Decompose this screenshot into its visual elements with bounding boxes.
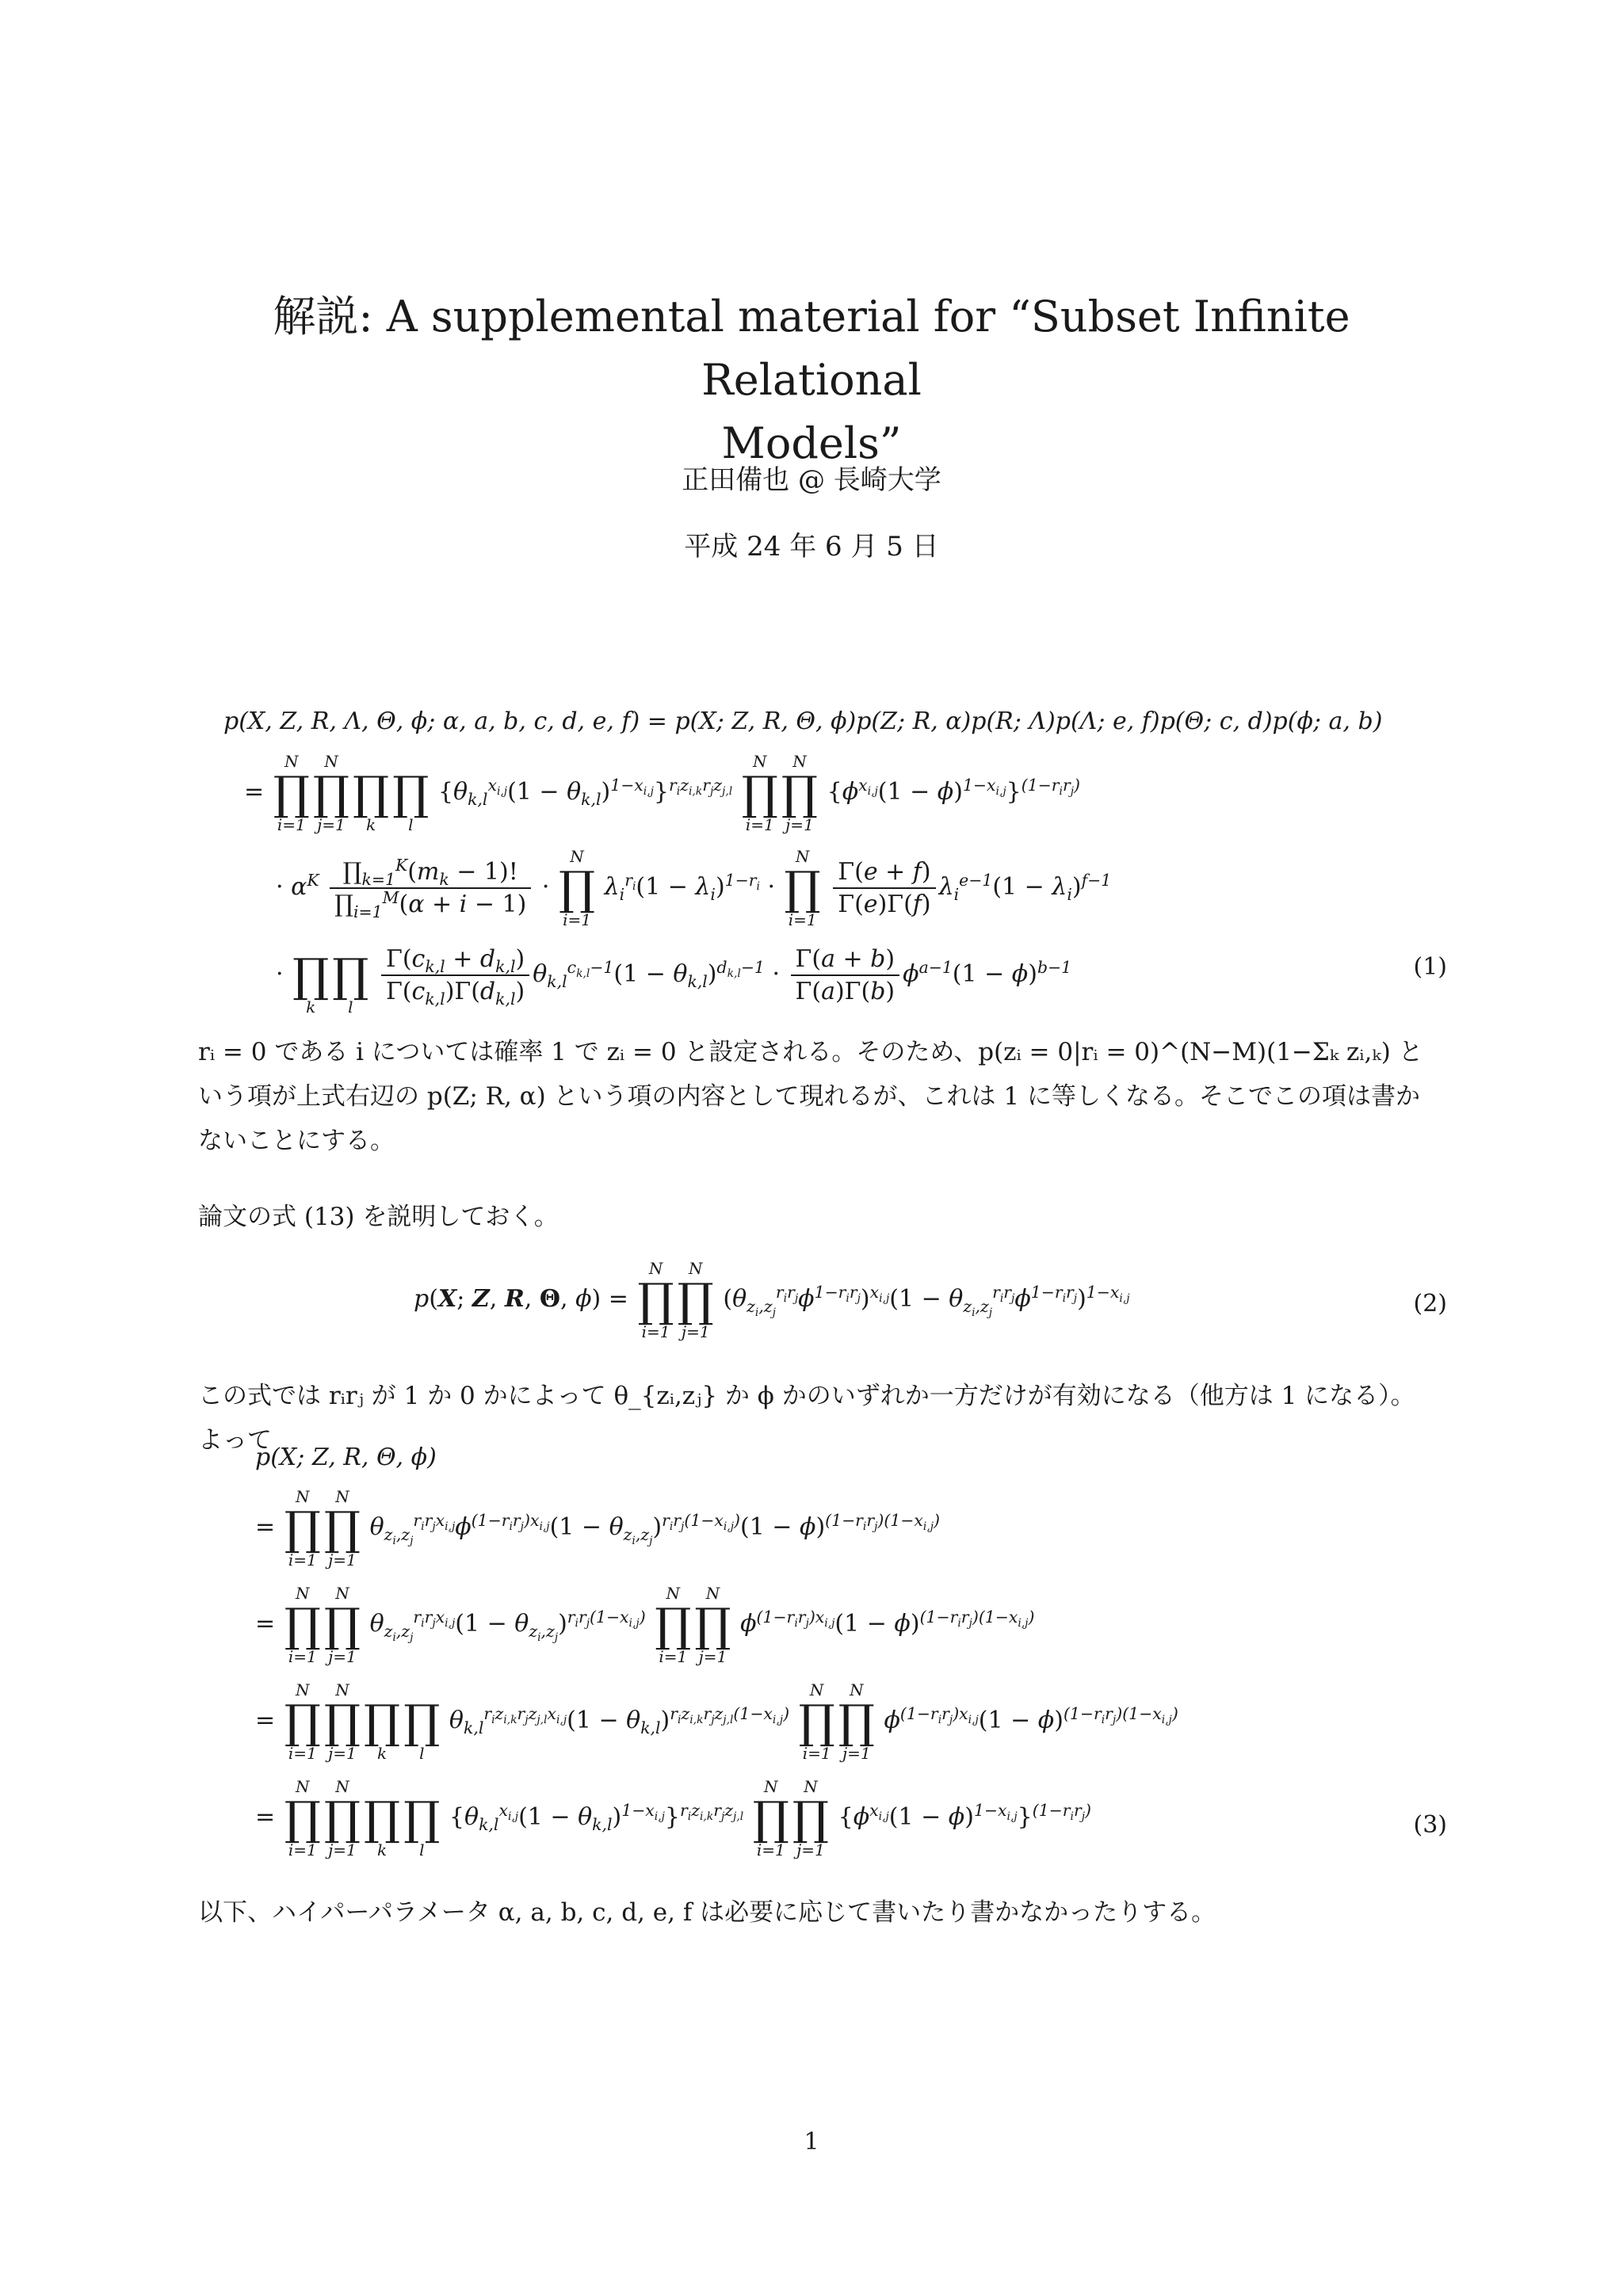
paragraph-4: 以下、ハイパーパラメータ α, a, b, c, d, e, f は必要に応じて書いたり書かなかったりする。 xyxy=(198,1898,1216,1927)
paper-title xyxy=(158,285,1465,475)
eq1-line-2: = N ∏ i=1 N ∏ j=1 ∏ k ∏ l $\{\theta_{k,l}^{x_{i,j}}(1 - \theta_{k,l})^{1-x_{i,j}}\}^{r_iz_{i,k}r_jz_{j,l}}$ N ∏ i=1 N ∏ j=1 $\{\phi^{x_{i,j}}(1 - \phi)^{1-x_{i,j}}\}^{(1-r_ir_j)}$ xyxy=(244,752,1080,834)
eq3-number: (3) xyxy=(1413,1811,1447,1839)
eq2: p(X; Z, R, Θ, ϕ) = N ∏ i=1 N ∏ j=1 $(\theta_{z_i,z_j}^{r_ir_j}\phi^{1-r_ir_j})^{x_{i,j}}(1 - \theta_{z_i,z_j}^{r_ir_j}\phi^{1-r_ir_j})^{1-x_{i,j}}$ xyxy=(414,1259,1130,1341)
eq3-line-1: = N ∏ i=1 N ∏ j=1 $\theta_{z_i,z_j}^{r_ir_jx_{i,j}}\phi^{(1-r_ir_j)x_{i,j}}(1 - \theta_{z_i,z_j})^{r_ir_j(1-x_{i,j})}(1 - \phi)^{(1-r_ir_j)(1-x_{i,j})}$ xyxy=(255,1487,940,1569)
page-number: 1 xyxy=(804,2128,819,2156)
title-line-1: 解説: A supplemental material for “Subset Infinite Relational xyxy=(273,292,1350,405)
paragraph-3: この式では rᵢrⱼ が 1 か 0 かによって θ_{zᵢ,zⱼ} か ϕ かのいずれか一方だけが有効になる（他方は 1 になる）。よって xyxy=(198,1382,1415,1455)
eq3-line-2: = N ∏ i=1 N ∏ j=1 $\theta_{z_i,z_j}^{r_ir_jx_{i,j}}(1 - \theta_{z_i,z_j})^{r_ir_j(1-x_{i,j})}$ N ∏ i=1 N ∏ j=1 $\phi^{(1-r_ir_j)x_{i,j}}(1 - \phi)^{(1-r_ir_j)(1-x_{i,j})}$ xyxy=(255,1584,1035,1666)
eq1-lhs: p(X, Z, R, Λ, Θ, ϕ; α, a, b, c, d, e, f) = p(X; Z, R, Θ, ϕ)p(Z; R, α)p(R; Λ)p(Λ; e, f)p(Θ; c, d)p(ϕ; a, b) xyxy=(223,707,1383,735)
title-line-2: Models” xyxy=(721,418,902,468)
eq3-line-4: = N ∏ i=1 N ∏ j=1 ∏ k ∏ l $\{\theta_{k,l}^{x_{i,j}}(1 - \theta_{k,l})^{1-x_{i,j}}\}^{r_iz_{i,k}r_jz_{j,l}}$ N ∏ i=1 N ∏ j=1 $\{\phi^{x_{i,j}}(1 - \phi)^{1-x_{i,j}}\}^{(1-r_ir_j)}$ xyxy=(255,1777,1091,1859)
date: 平成 24 年 6 月 5 日 xyxy=(684,531,939,563)
eq1-line-3: · $\alpha^K$ $\frac{\prod_{k=1}^K(m_k - 1)!}{\prod_{i=1}^M(\alpha + i - 1)}$ · N ∏ i=1 $\lambda_i^{r_i}(1 - \lambda_i)^{1-r_i}$ · N ∏ i=1 $\frac{\Gamma(e + f)}{\Gamma(e)\Gamma(f)}$ $\lambda_i^{e-1}(1 - \lambda_i)^{f-1}$ xyxy=(276,847,1112,929)
paragraph-2: 論文の式 (13) を説明しておく。 xyxy=(198,1203,559,1231)
author: 正田備也 @ 長崎大学 xyxy=(682,464,941,496)
eq1-number: (1) xyxy=(1413,953,1447,981)
eq3-line-3: = N ∏ i=1 N ∏ j=1 ∏ k ∏ l $\theta_{k,l}^{r_iz_{i,k}r_jz_{j,l}x_{i,j}}(1 - \theta_{k,l})^{r_iz_{i,k}r_jz_{j,l}(1-x_{i,j})}$ N ∏ i=1 N ∏ j=1 $\phi^{(1-r_ir_j)x_{i,j}}(1 - \phi)^{(1-r_ir_j)(1-x_{i,j})}$ xyxy=(255,1680,1178,1763)
eq3-head: p(X; Z, R, Θ, ϕ) xyxy=(255,1444,437,1471)
paragraph-1: rᵢ = 0 である i については確率 1 で zᵢ = 0 と設定される。そのため、p(zᵢ = 0|rᵢ = 0)^(N−M)(1−Σₖ zᵢ,ₖ) という項が上式右辺の p(Z; R, α) という項の内容として現れるが、これは 1 に等しくなる。そこでこの項は書かないことにする。 xyxy=(198,1038,1423,1155)
eq2-number: (2) xyxy=(1413,1290,1447,1318)
eq1-line-4: · ∏ k ∏ l $\frac{\Gamma(c_{k,l} + d_{k,l})}{\Gamma(c_{k,l})\Gamma(d_{k,l})}$ $\theta_{k,l}^{c_{k,l}-1}(1 - \theta_{k,l})^{d_{k,l}-1}$ · $\frac{\Gamma(a + b)}{\Gamma(a)\Gamma(b)}$ $\phi^{a-1}(1 - \phi)^{b-1}$ xyxy=(276,945,1072,1016)
